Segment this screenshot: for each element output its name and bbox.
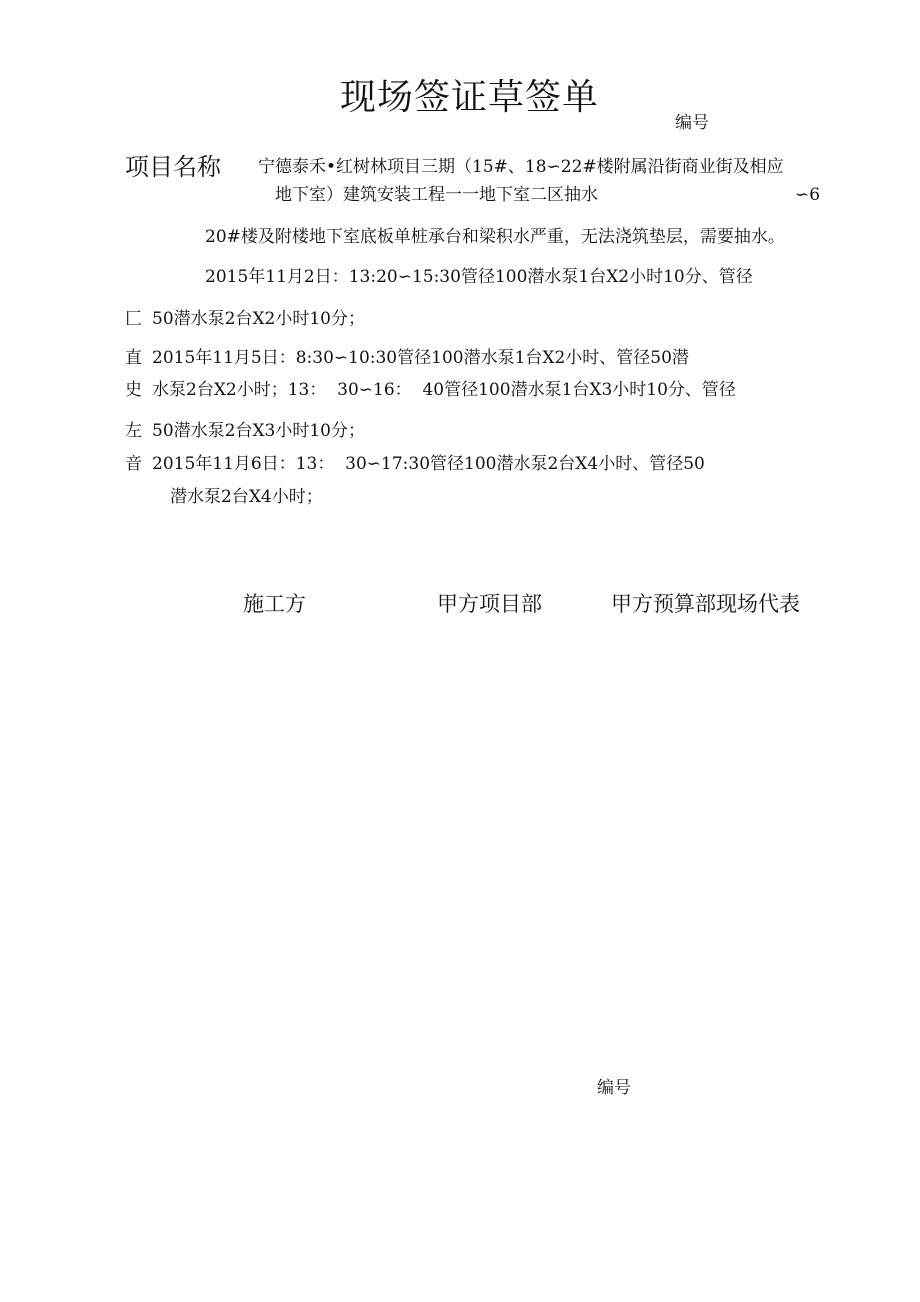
body-line: 潜水泵2台X4小时；	[170, 487, 323, 507]
margin-char: 匚	[125, 309, 142, 329]
body-line: 2015年11月6日：13： 30∽17:30管径100潜水泵2台X4小时、管径50	[152, 454, 705, 474]
project-name-line2: 地下室）建筑安装工程一一地下室二区抽水	[275, 185, 598, 205]
project-label: 项目名称	[125, 153, 221, 181]
margin-char: 左	[125, 421, 142, 441]
signature-owner-project-dept: 甲方项目部	[437, 592, 542, 616]
body-line: 20#楼及附楼地下室底板单桩承台和梁积水严重，无法浇筑垫层，需要抽水。	[205, 227, 785, 247]
document-title: 现场签证草签单	[340, 77, 600, 118]
serial-label-top: 编号	[675, 113, 709, 133]
body-line: 2015年11月2日：13:20∽15:30管径100潜水泵1台X2小时10分、管径	[205, 267, 753, 287]
body-line: 50潜水泵2台X3小时10分；	[152, 421, 365, 441]
margin-char: 史	[125, 380, 142, 400]
signature-contractor: 施工方	[243, 592, 306, 616]
serial-label-bottom: 编号	[597, 1078, 631, 1098]
body-line: 水泵2台X2小时；13： 30∽16： 40管径100潜水泵1台X3小时10分、管径	[152, 380, 736, 400]
body-line: 2015年11月5日：8:30∽10:30管径100潜水泵1台X2小时、管径50潜	[152, 348, 689, 368]
project-name-line1: 宁德泰禾•红树林项目三期（15#、18∽22#楼附属沿街商业街及相应	[258, 157, 784, 177]
margin-char: 直	[125, 348, 142, 368]
signature-owner-budget-rep: 甲方预算部现场代表	[611, 592, 800, 616]
margin-char: 音	[125, 454, 142, 474]
body-line: 50潜水泵2台X2小时10分；	[152, 309, 365, 329]
project-name-tail: ∽6	[795, 185, 821, 205]
